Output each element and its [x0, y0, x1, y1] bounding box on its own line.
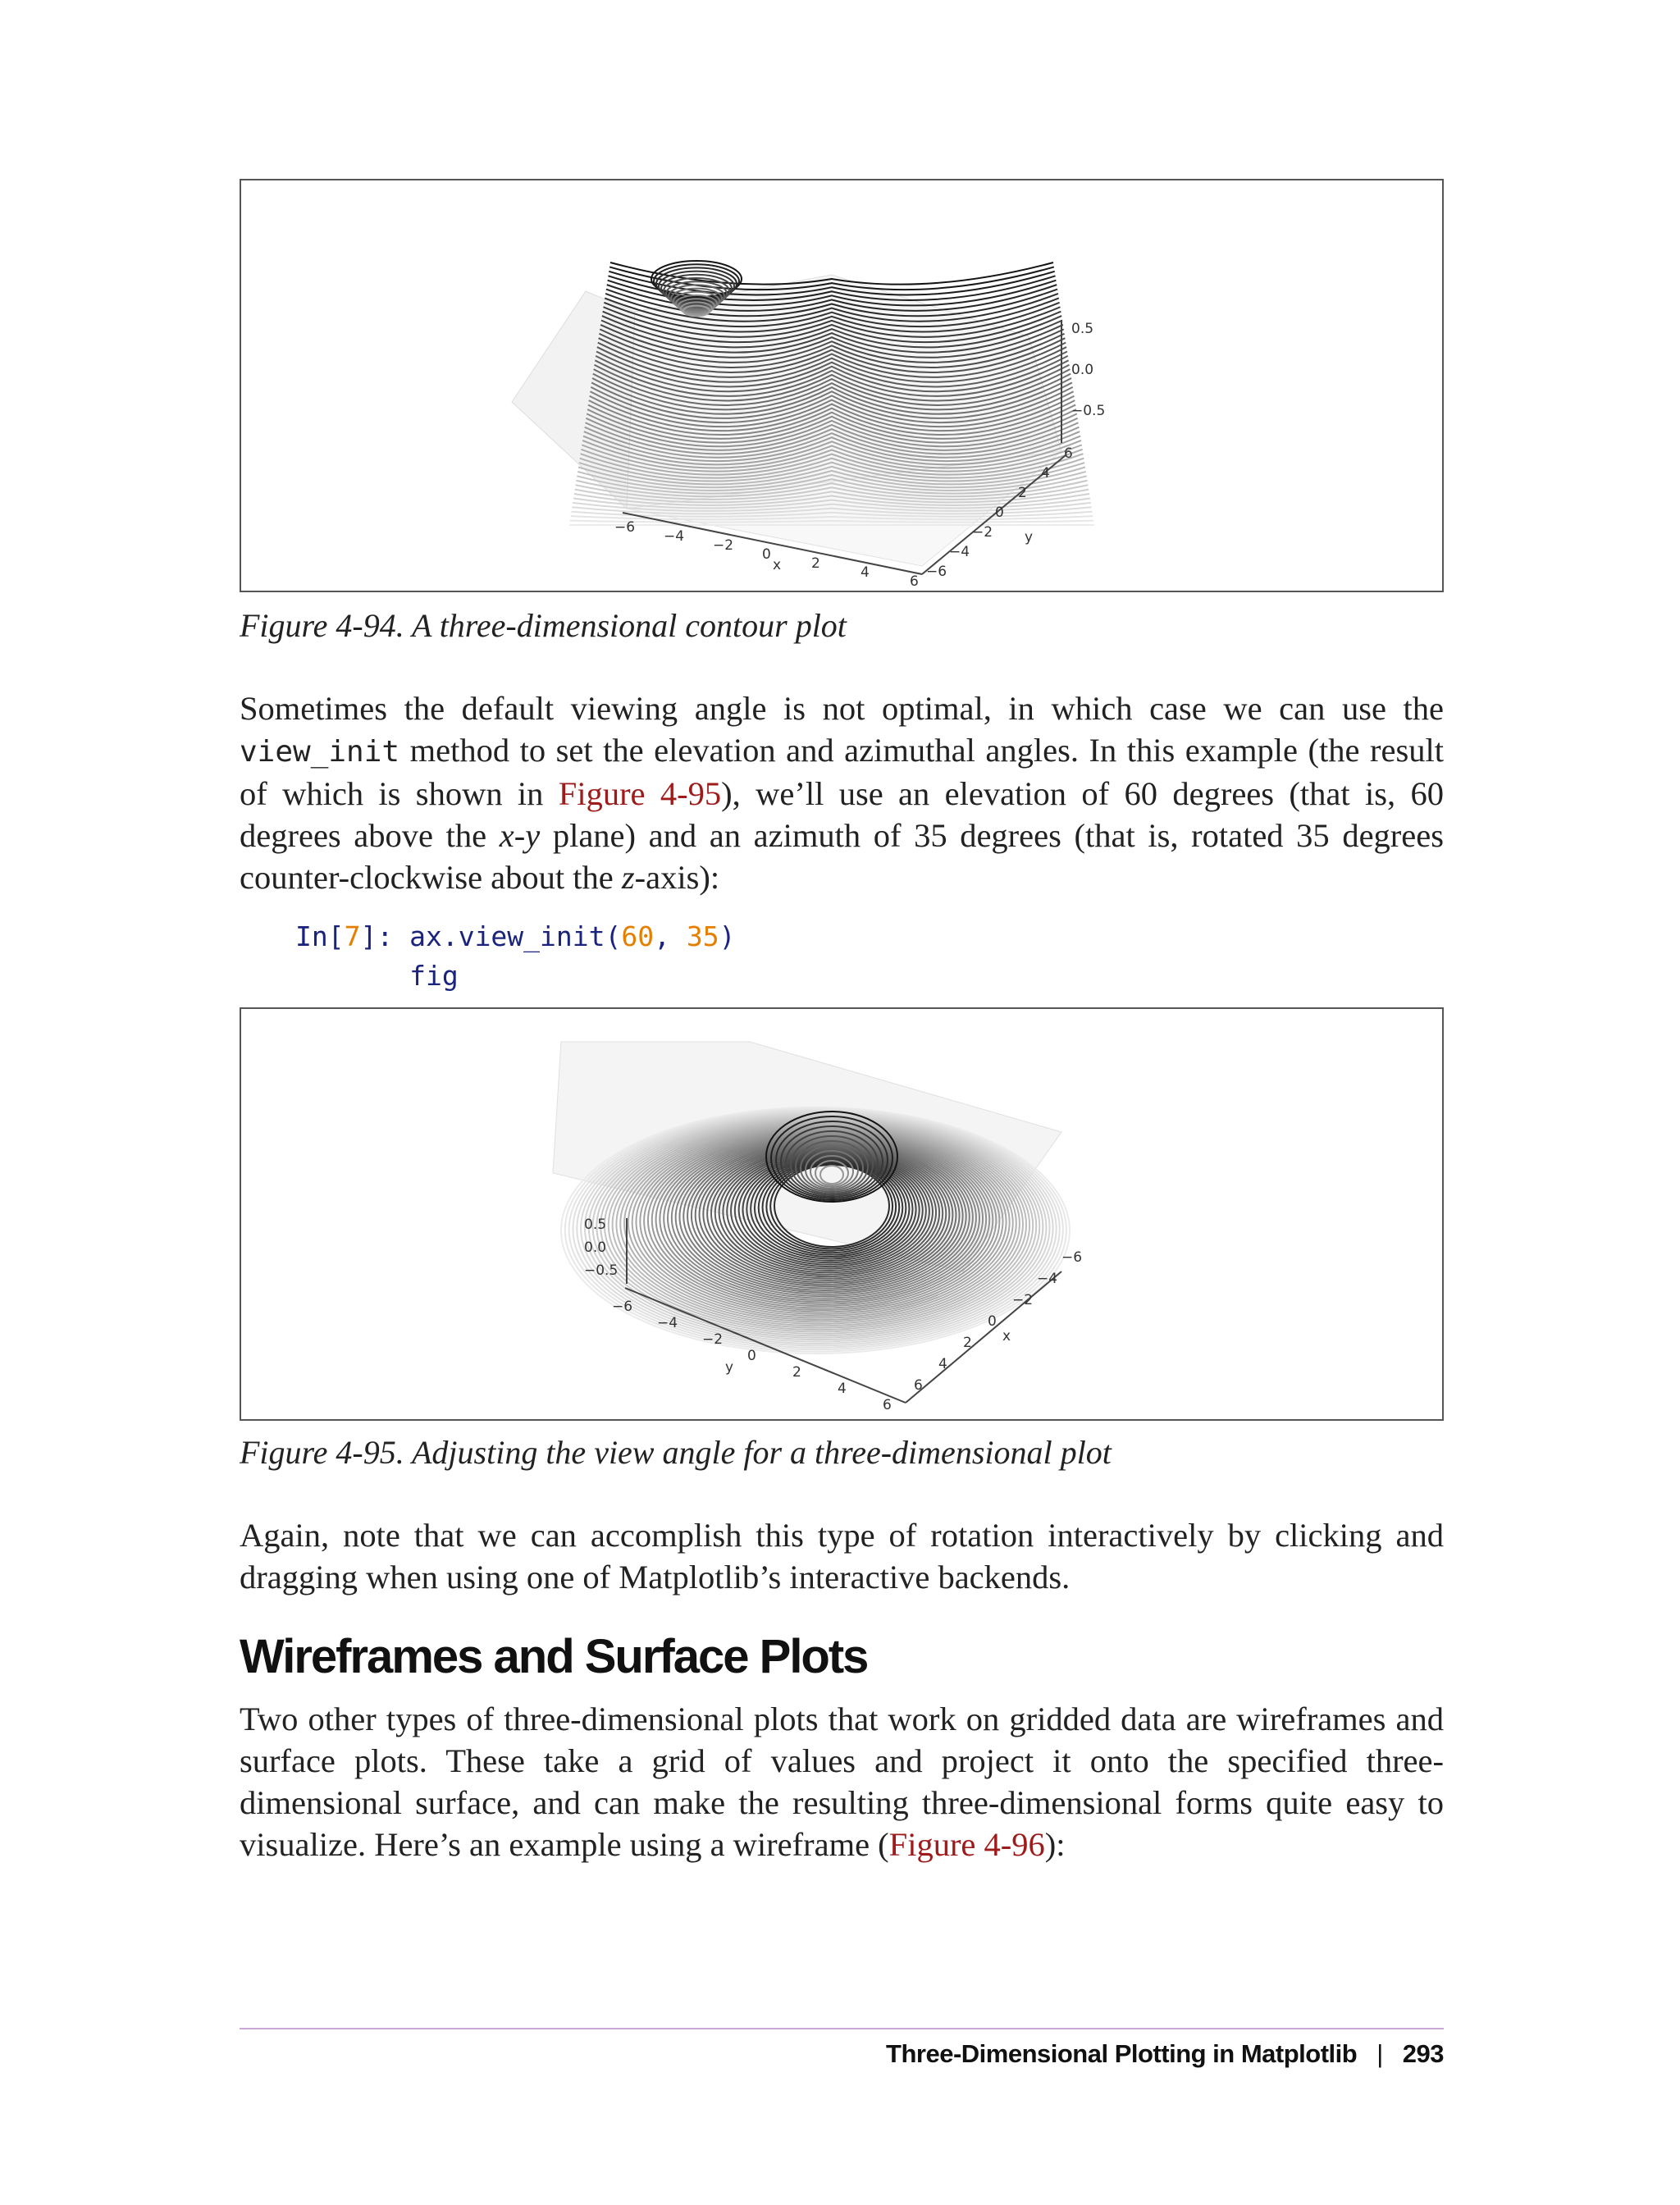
- paragraph-interactive-rotation: Again, note that we can accomplish this type of rotation interactively by clicking and dragging when using one of Matplotlib’s interactive backends.: [240, 1517, 1444, 1596]
- code-text: ,: [654, 920, 687, 952]
- y-axis-label: y: [1025, 529, 1034, 546]
- y-tick-label: −4: [657, 1315, 678, 1331]
- y-tick-label: 6: [1064, 445, 1073, 462]
- text: method to set the elevation and azimuthal angles. In this example (the result of which is shown in: [240, 732, 1444, 812]
- paragraph-wireframes: [240, 1698, 1444, 1865]
- x-tick-label: −6: [614, 519, 636, 536]
- z-tick-label: 0.5: [1071, 321, 1094, 337]
- figure-4-94: [240, 179, 1444, 592]
- prompt-number: 7: [344, 920, 361, 952]
- z-tick-label: 0.0: [1071, 362, 1094, 378]
- y-tick-label: 4: [1041, 465, 1050, 482]
- figure-link[interactable]: Figure 4-96: [888, 1826, 1045, 1863]
- x-axis-label: x: [1002, 1328, 1011, 1344]
- y-axis-label: y: [725, 1359, 734, 1376]
- x-tick-label: 4: [861, 564, 870, 581]
- y-tick-label: −6: [612, 1299, 633, 1315]
- text: ), we’ll use an elevation of 60 degrees (that is, 60 degrees above the: [240, 775, 1444, 854]
- z-tick-label: −0.5: [584, 1262, 619, 1279]
- prompt: ]:: [360, 920, 410, 952]
- italic-text: x-y: [499, 817, 541, 854]
- x-tick-label: 2: [811, 555, 820, 572]
- code-block: [295, 917, 736, 996]
- prompt: In[: [295, 920, 345, 952]
- paragraph-view-init: [240, 687, 1444, 898]
- z-tick-label: 0.5: [584, 1217, 607, 1233]
- y-tick-label: −2: [702, 1331, 724, 1348]
- inline-code: view_init: [240, 735, 400, 769]
- x-tick-label: −4: [664, 528, 685, 545]
- running-title: Three-Dimensional Plotting in Matplotlib: [886, 2039, 1358, 2068]
- z-tick-label: 0.0: [584, 1239, 607, 1256]
- x-axis-label: x: [773, 557, 782, 573]
- y-tick-label: −2: [972, 524, 993, 541]
- contour-plot-3d: [241, 180, 1444, 592]
- figure-caption-4-94: Figure 4-94. A three-dimensional contour plot: [240, 607, 847, 644]
- y-tick-label: 6: [883, 1397, 892, 1413]
- figure-caption-4-95: Figure 4-95. Adjusting the view angle for a three-dimensional plot: [240, 1434, 1112, 1471]
- x-tick-label: −2: [713, 537, 734, 554]
- page-number: 293: [1402, 2039, 1444, 2068]
- x-tick-label: 0: [762, 546, 771, 563]
- x-tick-label: −2: [1012, 1292, 1034, 1308]
- code-number: 35: [686, 920, 719, 952]
- contour-plot-3d-rotated: [241, 1009, 1444, 1421]
- text: plane) and an azimuth of 35 degrees (that is, rotated 35 degrees counter-clockwise about the: [240, 817, 1444, 896]
- footer-rule: [240, 2028, 1444, 2029]
- code-number: 60: [621, 920, 655, 952]
- z-tick-label: −0.5: [1071, 403, 1106, 419]
- y-tick-label: 2: [1018, 485, 1027, 501]
- code-text: fig: [409, 960, 459, 992]
- figure-link[interactable]: Figure 4-95: [558, 775, 722, 812]
- x-tick-label: 4: [938, 1356, 947, 1372]
- figure-4-95: [240, 1007, 1444, 1421]
- footer-separator: |: [1376, 2039, 1383, 2068]
- x-tick-label: 0: [988, 1313, 997, 1330]
- y-tick-label: 2: [792, 1364, 801, 1381]
- section-heading: Wireframes and Surface Plots: [240, 1630, 868, 1683]
- code-text: ax.view_init(: [409, 920, 622, 952]
- y-tick-label: −4: [949, 544, 970, 560]
- text: -axis):: [634, 859, 720, 896]
- x-tick-label: 6: [914, 1377, 923, 1394]
- code-text: ): [719, 920, 736, 952]
- page-footer: [886, 2039, 1444, 2069]
- text: Two other types of three-dimensional plots that work on gridded data are wireframes and surface plots. These take a grid of values and project it onto the specified three-dimensional surface, and can make the resulting three-dimensional forms quite easy to visualize. Here’s an example using a wireframe (: [240, 1701, 1444, 1863]
- x-tick-label: 2: [963, 1335, 972, 1351]
- text: ):: [1044, 1826, 1066, 1863]
- x-tick-label: −6: [1061, 1249, 1083, 1266]
- y-tick-label: 0: [747, 1348, 756, 1364]
- y-tick-label: −6: [926, 564, 947, 580]
- y-tick-label: 0: [995, 504, 1004, 521]
- x-tick-label: −4: [1037, 1271, 1058, 1287]
- italic-text: z: [621, 859, 635, 896]
- x-tick-label: 6: [910, 573, 919, 590]
- text: Sometimes the default viewing angle is not optimal, in which case we can use the: [240, 690, 1444, 727]
- y-tick-label: 4: [838, 1381, 847, 1397]
